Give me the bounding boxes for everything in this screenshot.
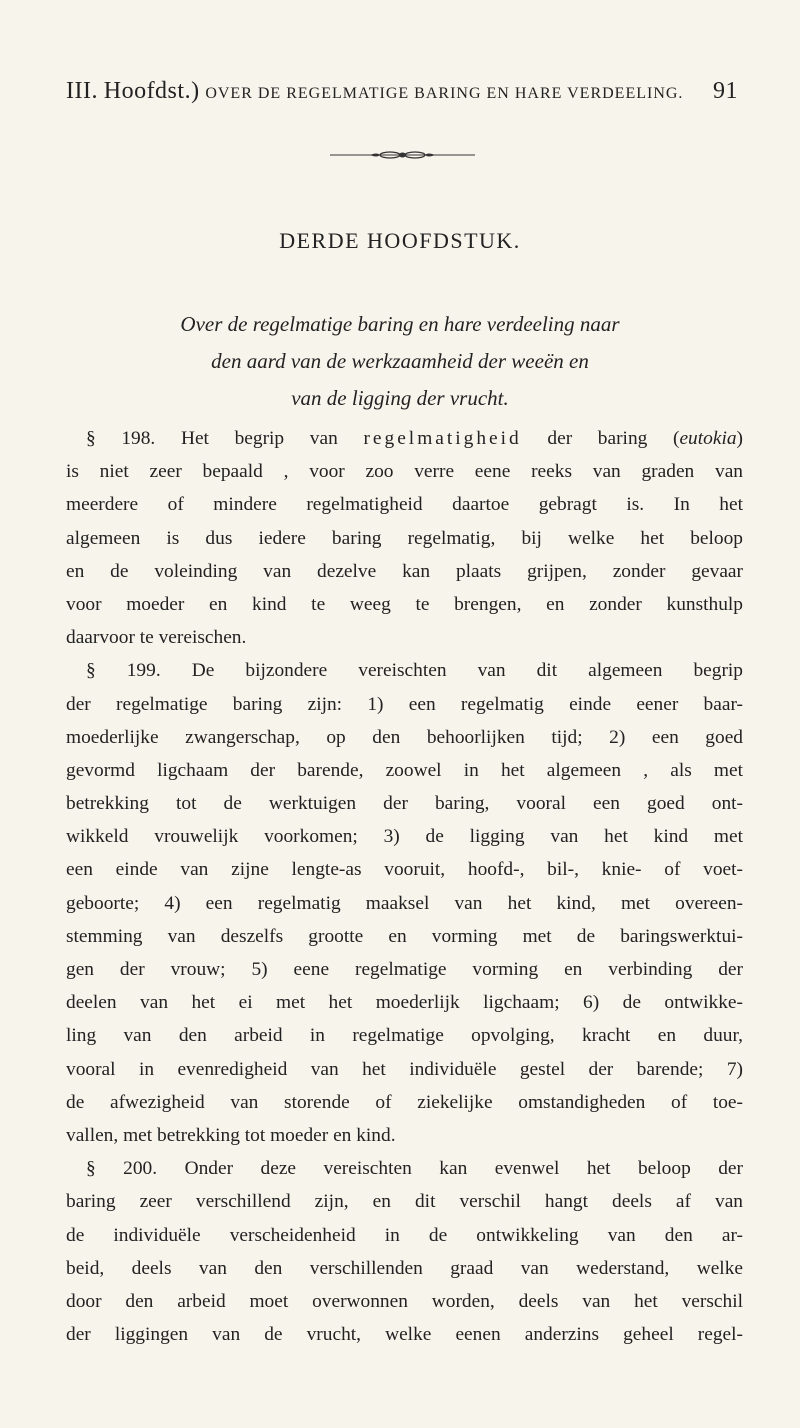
- text-line: door den arbeid moet overwonnen worden, deels van het verschil: [66, 1290, 743, 1312]
- text-fragment: der baring (: [521, 428, 680, 449]
- subtitle-line: den aard van de werkzaamheid der weeën en: [211, 349, 589, 373]
- text-line-section-198: [66, 422, 743, 455]
- text-line: wikkeld vrouwelijk voorkomen; 3) de ligging van het kind met: [66, 826, 743, 848]
- text-line: der liggingen van de vrucht, welke eenen anderzins geheel regel-: [66, 1324, 743, 1346]
- text-line-section-199: § 199. De bijzondere vereischten van dit algemeen begrip: [86, 660, 743, 682]
- text-line: de afwezigheid van storende of ziekelijke omstandigheden of toe-: [66, 1091, 743, 1113]
- text-line-section-200: § 200. Onder deze vereischten kan evenwel het beloop der: [86, 1158, 743, 1180]
- part-number: III.: [66, 78, 98, 104]
- text-fragment: § 198. Het begrip van: [86, 428, 364, 449]
- emphasized-term: regelmatigheid: [363, 428, 522, 449]
- text-line: geboorte; 4) een regelmatig maaksel van het kind, met overeen-: [66, 892, 743, 914]
- text-line: beid, deels van den verschillenden graad van wederstand, welke: [66, 1257, 743, 1279]
- text-line: voor moeder en kind te weeg te brengen, en zonder kunsthulp: [66, 593, 743, 615]
- text-line: gevormd ligchaam der barende, zoowel in het algemeen , als met: [66, 759, 743, 781]
- ornament-rule: [330, 150, 475, 160]
- text-line: gen der vrouw; 5) eene regelmatige vorming en verbinding der: [66, 959, 743, 980]
- text-line: een einde van zijne lengte-as vooruit, hoofd-, bil-, knie- of voet-: [66, 859, 743, 881]
- text-line: deelen van het ei met het moederlijk ligchaam; 6) de ontwikke-: [66, 992, 743, 1014]
- page-number: 91: [713, 78, 738, 104]
- text-line: der regelmatige baring zijn: 1) een regelmatig einde eener baar-: [66, 693, 743, 715]
- subtitle-line: Over de regelmatige baring en hare verdeeling naar: [180, 312, 620, 336]
- text-line: meerdere of mindere regelmatigheid daartoe gebragt is. In het: [66, 494, 743, 516]
- text-line: moederlijke zwangerschap, op den behoorlijken tijd; 2) een goed: [66, 726, 743, 748]
- text-line: betrekking tot de werktuigen der baring, vooral een goed ont-: [66, 793, 743, 815]
- text-line: de individuële verscheidenheid in de ontwikkeling van den ar-: [66, 1224, 743, 1246]
- body-text: [66, 422, 743, 1351]
- chapter-reference: Hoofdst.): [103, 78, 200, 104]
- subtitle-line: van de ligging der vrucht.: [291, 386, 509, 410]
- text-line: algemeen is dus iedere baring regelmatig, bij welke het beloop: [66, 527, 743, 549]
- text-line: is niet zeer bepaald , voor zoo verre eene reeks van graden van: [66, 461, 743, 483]
- running-head: [66, 78, 738, 110]
- running-title: OVER DE REGELMATIGE BARING EN HARE VERDEELING.: [205, 85, 684, 102]
- text-line: stemming van deszelfs grootte en vorming met de baringswerktui-: [66, 925, 743, 947]
- text-line: en de voleinding van dezelve kan plaats grijpen, zonder gevaar: [66, 560, 743, 582]
- italic-term: eutokia: [679, 428, 737, 449]
- running-head-left: [66, 78, 683, 105]
- text-line: vooral in evenredigheid van het individuële gestel der barende; 7): [66, 1058, 743, 1080]
- text-line: vallen, met betrekking tot moeder en kind.: [66, 1124, 396, 1146]
- text-fragment: ): [736, 428, 743, 449]
- text-line: baring zeer verschillend zijn, en dit verschil hangt deels af van: [66, 1191, 743, 1213]
- chapter-title: DERDE HOOFDSTUK.: [279, 228, 521, 253]
- text-line: ling van den arbeid in regelmatige opvolging, kracht en duur,: [66, 1025, 743, 1047]
- chapter-subtitle: [60, 306, 740, 417]
- text-line: daarvoor te vereischen.: [66, 627, 247, 649]
